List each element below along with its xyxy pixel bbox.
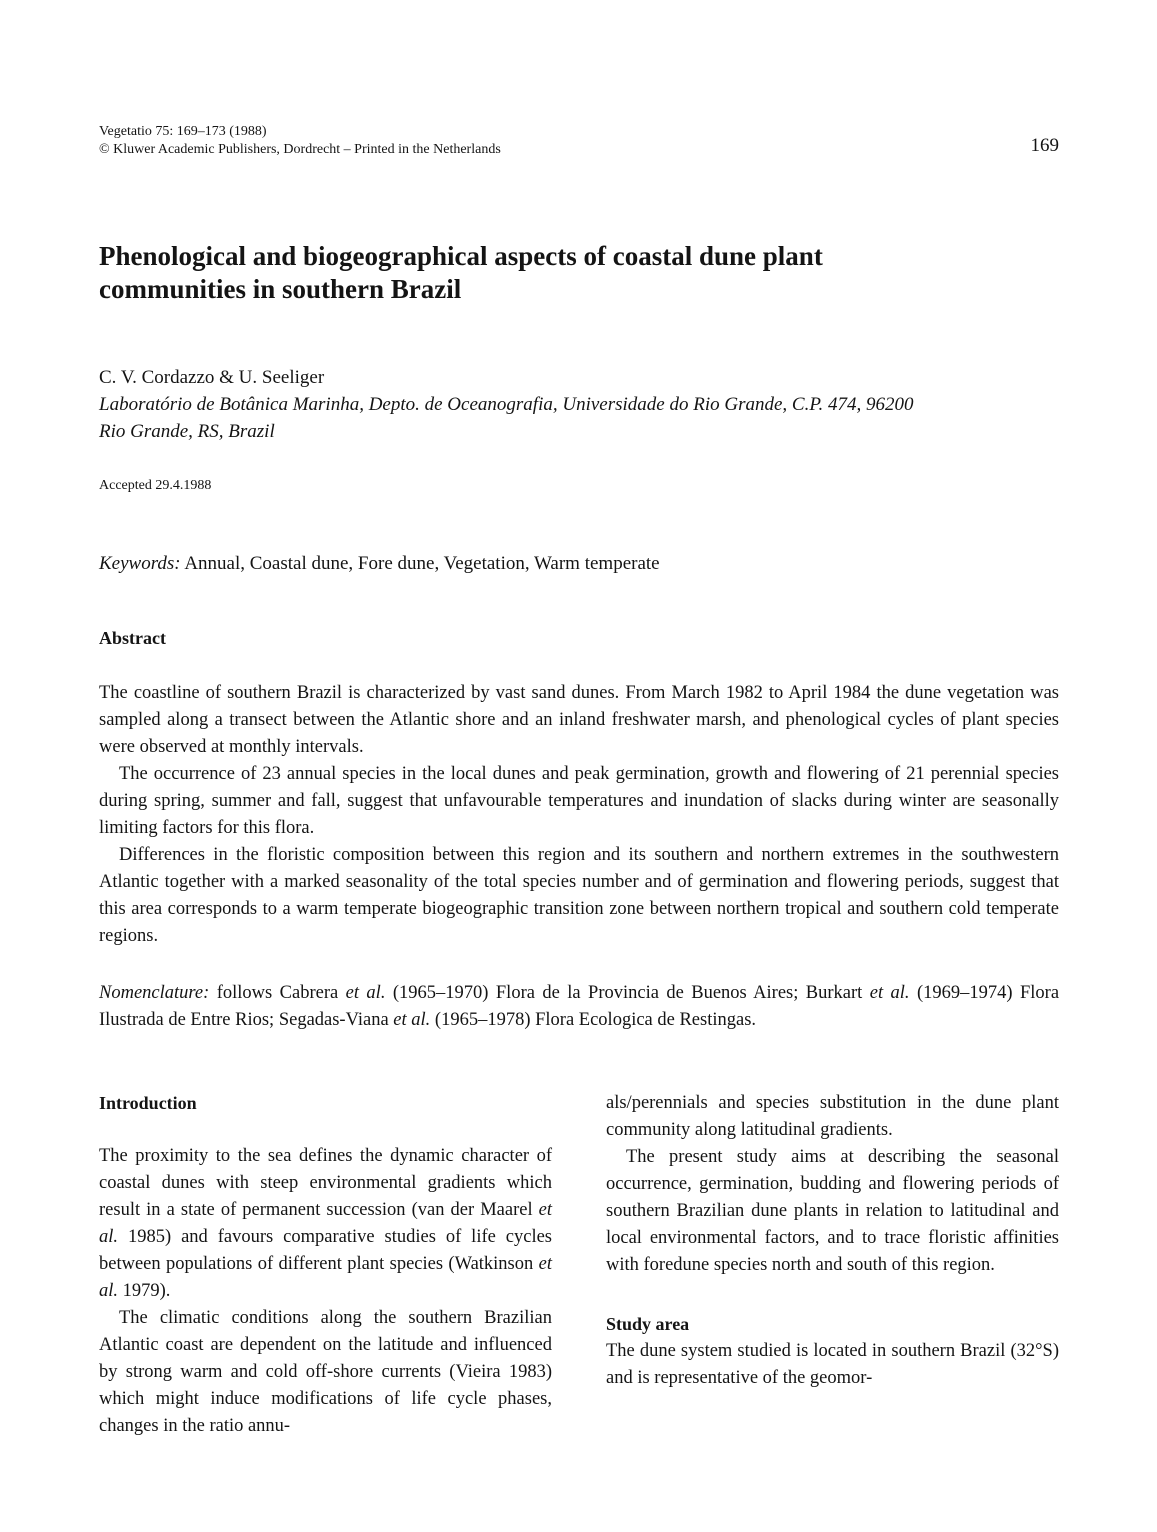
nomenclature-text-1: follows Cabrera [216, 983, 339, 1003]
et-al: et al. [393, 1010, 431, 1030]
et-al: et al. [99, 1254, 553, 1301]
accepted-date: Accepted 29.4.1988 [99, 478, 212, 493]
affiliation-line-1: Laboratório de Botânica Marinha, Depto. de Oceanografia, Universidade do Rio Grande, C.P. 474, 96200 [99, 394, 914, 415]
keywords-label: Keywords: [99, 553, 181, 574]
journal-header [99, 123, 1059, 159]
left-column [99, 1090, 552, 1440]
et-al: et al. [869, 983, 910, 1003]
intro-text-1c: 1979). [122, 1281, 171, 1301]
nomenclature-text-2: (1965–1970) Flora de la Provincia de Buenos Aires; Burkart [392, 983, 863, 1003]
abstract-paragraph-3: Differences in the floristic composition between this region and its southern and northern extremes in the southwestern Atlantic together with a marked seasonality of the total species number and of germination and flowering periods, suggest that this area corresponds to a warm temperate biogeographic transition zone between northern tropical and southern cold temperate regions. [99, 845, 1059, 946]
abstract-body [99, 680, 1059, 950]
right-column [606, 1090, 1059, 1392]
author-names: C. V. Cordazzo & U. Seeliger [99, 367, 325, 388]
journal-citation: Vegetatio 75: 169–173 (1988) [99, 124, 267, 139]
nomenclature-label: Nomenclature: [99, 983, 210, 1003]
abstract-paragraph-1: The coastline of southern Brazil is characterized by vast sand dunes. From March 1982 to April 1984 the dune vegetation was sampled along a transect between the Atlantic shore and an inland freshwater marsh, and phenological cycles of plant species were observed at monthly intervals. [99, 683, 1059, 757]
nomenclature-note [99, 980, 1059, 1034]
title-line-1: Phenological and biogeographical aspects of coastal dune plant [99, 241, 823, 271]
keywords [99, 553, 1059, 575]
keywords-text: Annual, Coastal dune, Fore dune, Vegetation, Warm temperate [184, 553, 660, 574]
study-area-heading: Study area [606, 1314, 690, 1334]
nomenclature-text-4: (1965–1978) Flora Ecologica de Restingas. [434, 1010, 757, 1030]
publisher-line: © Kluwer Academic Publishers, Dordrecht – Printed in the Netherlands [99, 142, 501, 157]
affiliation-line-2: Rio Grande, RS, Brazil [99, 421, 275, 442]
et-al: et al. [99, 1200, 553, 1247]
author-block [99, 364, 1079, 445]
et-al: et al. [345, 983, 386, 1003]
abstract-heading: Abstract [99, 628, 166, 648]
title-line-2: communities in southern Brazil [99, 274, 462, 304]
intro-text-1a: The proximity to the sea defines the dynamic character of coastal dunes with steep environmental gradients which result in a state of permanent succession (van der Maarel [99, 1146, 552, 1220]
introduction-heading: Introduction [99, 1093, 197, 1113]
introduction-paragraph-2-continued: als/perennials and species substitution in the dune plant community along latitudinal gradients. [606, 1093, 1059, 1140]
nomenclature-text-3: (1969–1974) Flora Ilustrada de Entre Rios; Segadas-Viana [99, 983, 1060, 1030]
introduction-paragraph-3: The present study aims at describing the seasonal occurrence, germination, budding and flowering periods of southern Brazilian dune plants in relation to latitudinal and local environmental factors, and to trace floristic affinities with foredune species north and south of this region. [606, 1147, 1059, 1275]
abstract-paragraph-2: The occurrence of 23 annual species in the local dunes and peak germination, growth and flowering of 21 perennial species during spring, summer and fall, suggest that unfavourable temperatures and inundation of slacks during winter are seasonally limiting factors for this flora. [99, 764, 1059, 838]
introduction-paragraph-2: The climatic conditions along the southern Brazilian Atlantic coast are dependent on the latitude and influenced by strong warm and cold off-shore currents (Vieira 1983) which might induce modifications of life cycle phases, changes in the ratio annu- [99, 1308, 552, 1436]
study-area-paragraph-1: The dune system studied is located in southern Brazil (32°S) and is representative of the geomor- [606, 1341, 1059, 1388]
intro-text-1b: 1985) and favours comparative studies of life cycles between populations of different plant species (Watkinson [99, 1227, 552, 1274]
introduction-paragraph-1 [99, 1143, 552, 1305]
page-number: 169 [1030, 135, 1059, 156]
paper-title [99, 240, 999, 306]
